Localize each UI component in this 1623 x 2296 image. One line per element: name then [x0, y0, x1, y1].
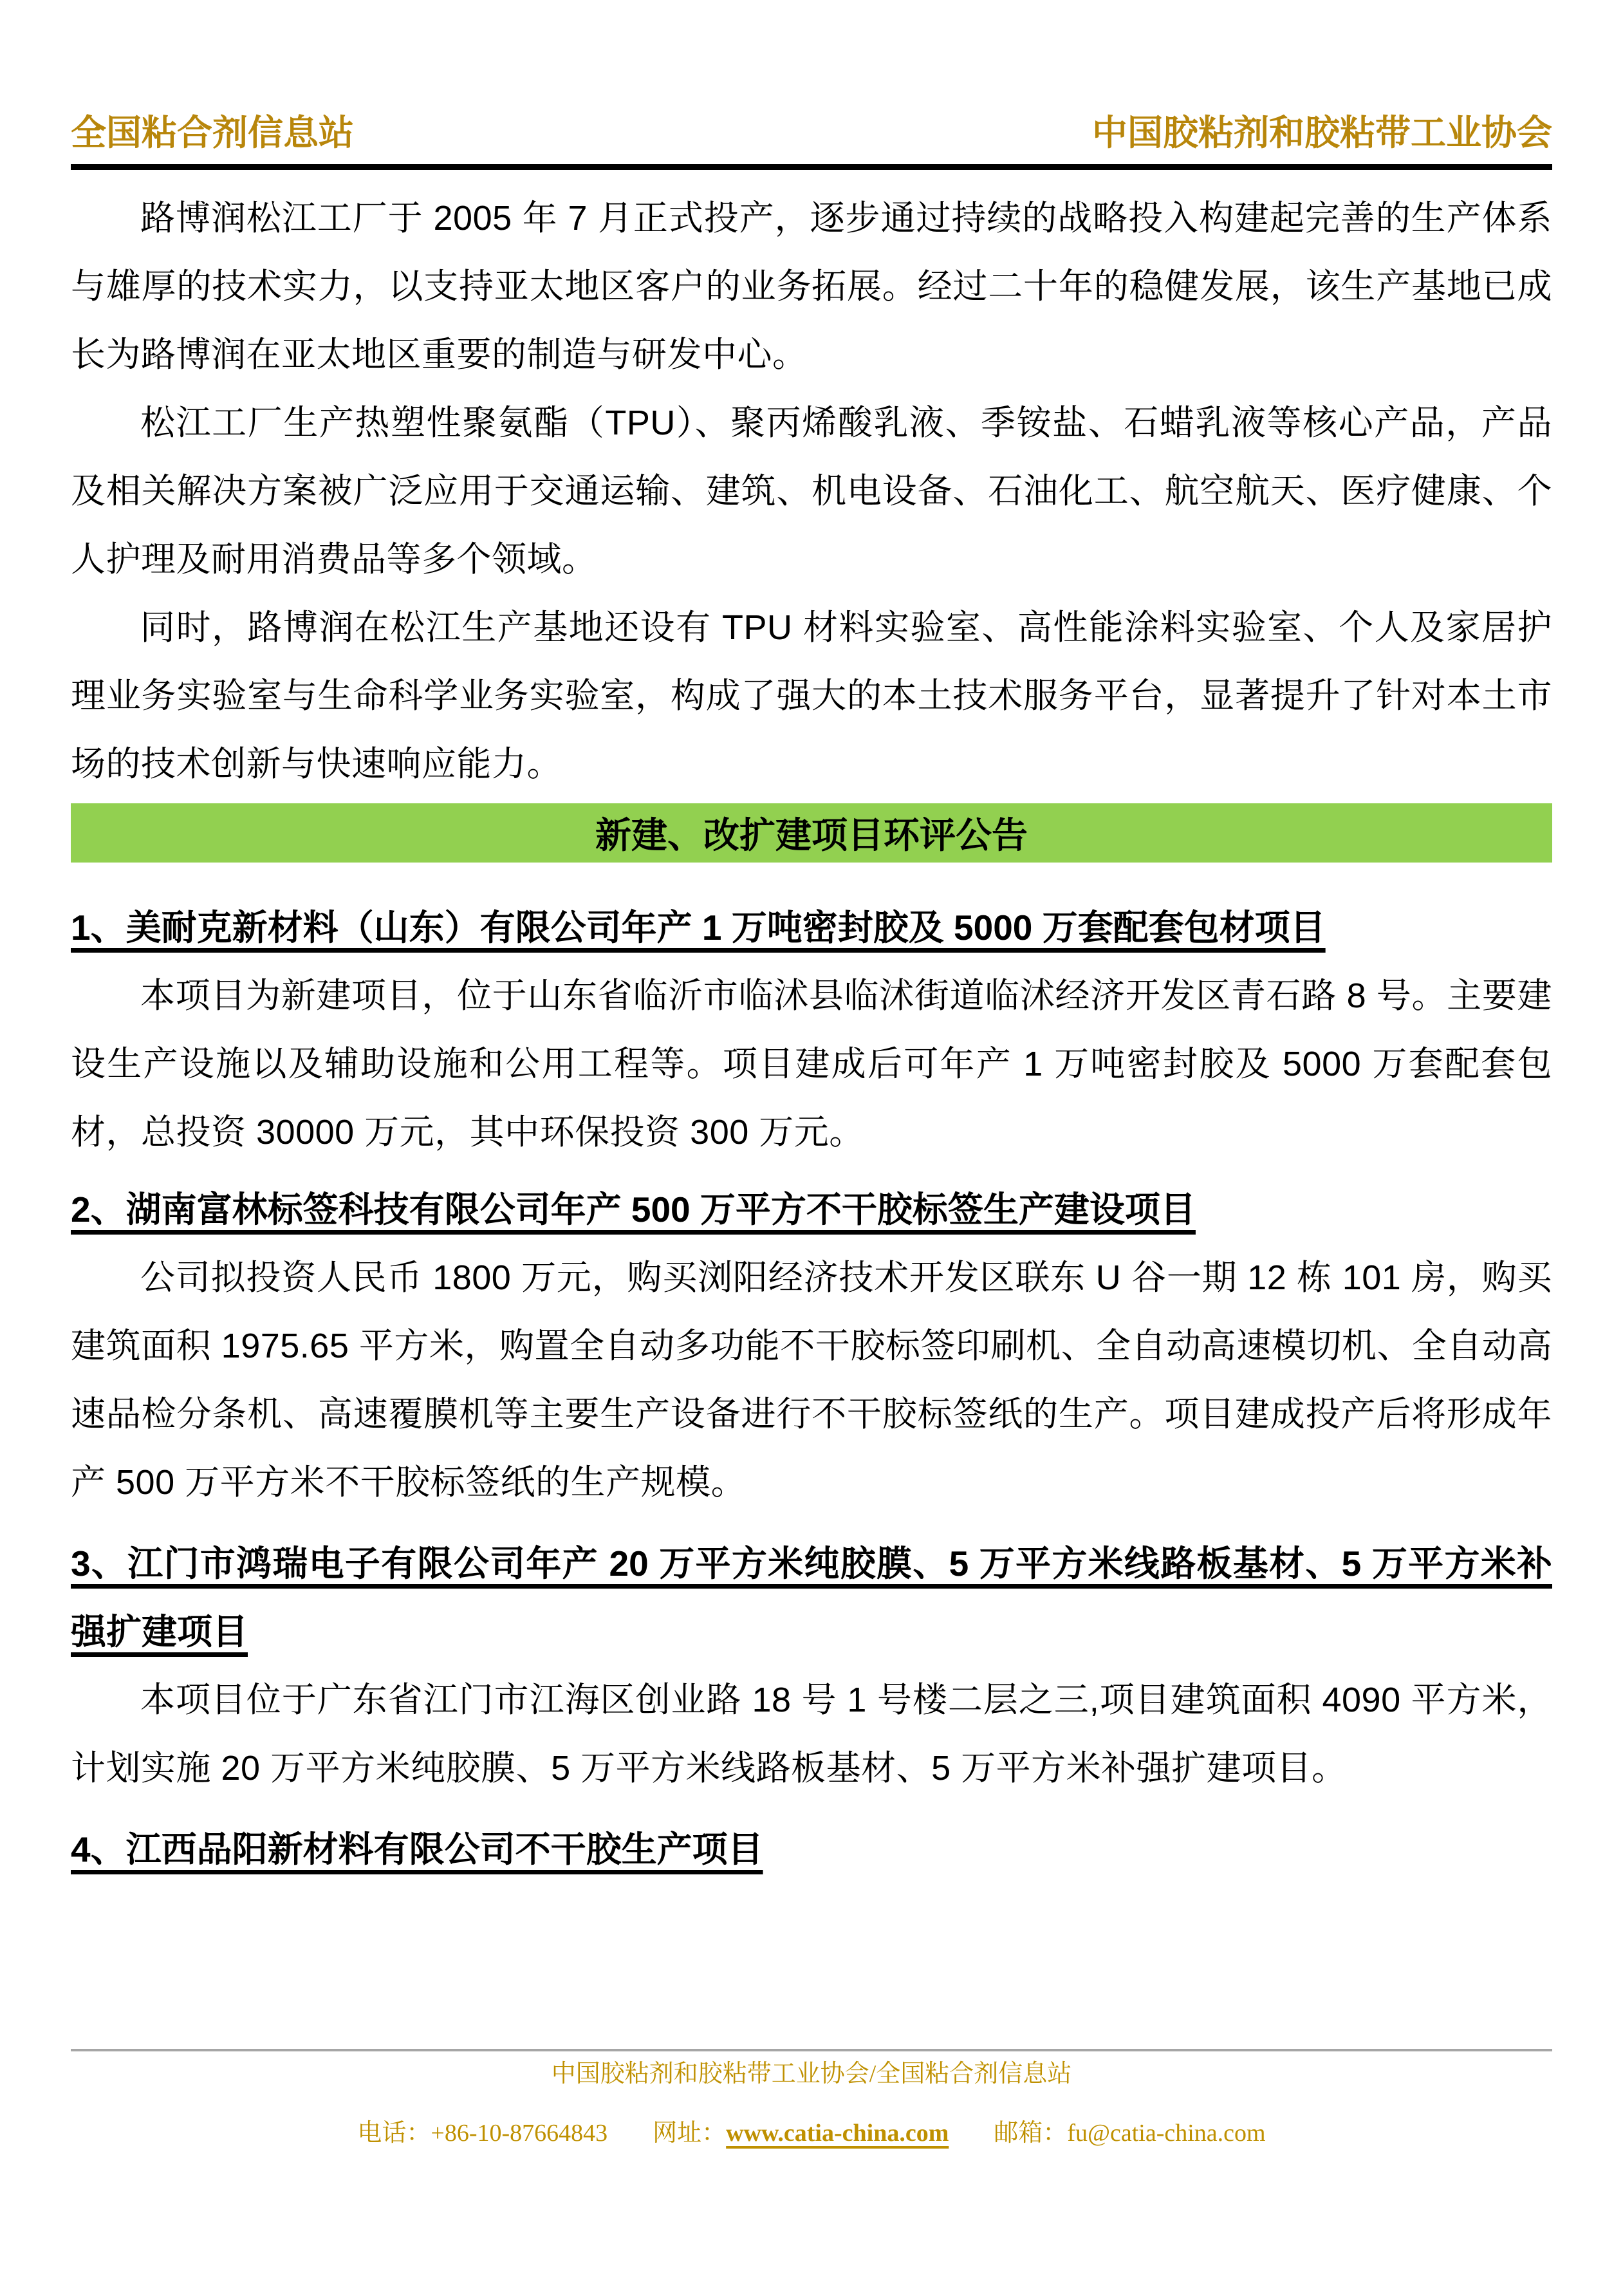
- section-3-body: 本项目位于广东省江门市江海区创业路 18 号 1 号楼二层之三,项目建筑面积 4090 平方米，计划实施 20 万平方米纯胶膜、5 万平方米线路板基材、5 万平方米补强扩建项目。: [71, 1681, 1552, 1787]
- footer-divider: [71, 2049, 1552, 2051]
- section-4-title: 4、江西品阳新材料有限公司不干胶生产项目: [71, 1829, 763, 1869]
- page-header: [71, 111, 1552, 154]
- intro-paragraph-1: 路博润松江工厂于 2005 年 7 月正式投产，逐步通过持续的战略投入构建起完善的生产体系与雄厚的技术实力，以支持亚太地区客户的业务拓展。经过二十年的稳健发展，该生产基地已成长为路博润在亚太地区重要的制造与研发中心。: [71, 199, 1552, 374]
- header-divider: [71, 164, 1552, 170]
- section-1-body: 本项目为新建项目，位于山东省临沂市临沭县临沭街道临沭经济开发区青石路 8 号。主要建设生产设施以及辅助设施和公用工程等。项目建成后可年产 1 万吨密封胶及 5000 万套配套包材，总投资 30000 万元，其中环保投资 300 万元。: [71, 976, 1552, 1152]
- footer-phone: 电话：+86-10-87664843: [357, 2120, 608, 2147]
- footer-contact-line: [71, 2118, 1552, 2148]
- section-3-title: 3、江门市鸿瑞电子有限公司年产 20 万平方米纯胶膜、5 万平方米线路板基材、5 万平方米补强扩建项目: [71, 1544, 1552, 1652]
- section-3: [71, 1529, 1552, 1802]
- section-4: [71, 1815, 1552, 1883]
- page-footer: [71, 2049, 1552, 2148]
- section-1-title: 1、美耐克新材料（山东）有限公司年产 1 万吨密封胶及 5000 万套配套包材项目: [71, 908, 1326, 947]
- header-left-title: 全国粘合剂信息站: [71, 113, 355, 153]
- header-right-title: 中国胶粘剂和胶粘带工业协会: [1091, 113, 1552, 153]
- footer-website-link[interactable]: www.catia-china.com: [726, 2120, 949, 2147]
- section-2-title: 2、湖南富林标签科技有限公司年产 500 万平方不干胶标签生产建设项目: [71, 1190, 1196, 1229]
- footer-email: 邮箱：fu@catia-china.com: [994, 2120, 1266, 2147]
- section-2-body: 公司拟投资人民币 1800 万元，购买浏阳经济技术开发区联东 U 谷一期 12 栋 101 房，购买建筑面积 1975.65 平方米，购置全自动多功能不干胶标签印刷机、全自动高速模切机、全自动高速品检分条机、高速覆膜机等主要生产设备进行不干胶标签纸的生产。项目建成投产后将形成年产 500 万平方米不干胶标签纸的生产规模。: [71, 1258, 1552, 1502]
- section-1: [71, 893, 1552, 1166]
- footer-web-label: 网址：: [653, 2120, 727, 2147]
- announcement-banner-title: 新建、改扩建项目环评公告: [595, 815, 1028, 855]
- section-2: [71, 1175, 1552, 1517]
- footer-organization: 中国胶粘剂和胶粘带工业协会/全国粘合剂信息站: [551, 2060, 1072, 2087]
- intro-paragraph-3: 同时，路博润在松江生产基地还设有 TPU 材料实验室、高性能涂料实验室、个人及家居护理业务实验室与生命科学业务实验室，构成了强大的本土技术服务平台，显著提升了针对本土市场的技术创新与快速响应能力。: [71, 608, 1552, 783]
- announcement-banner: [71, 803, 1552, 863]
- intro-paragraph-2: 松江工厂生产热塑性聚氨酯（TPU）、聚丙烯酸乳液、季铵盐、石蜡乳液等核心产品，产品及相关解决方案被广泛应用于交通运输、建筑、机电设备、石油化工、航空航天、医疗健康、个人护理及耐用消费品等多个领域。: [71, 404, 1552, 579]
